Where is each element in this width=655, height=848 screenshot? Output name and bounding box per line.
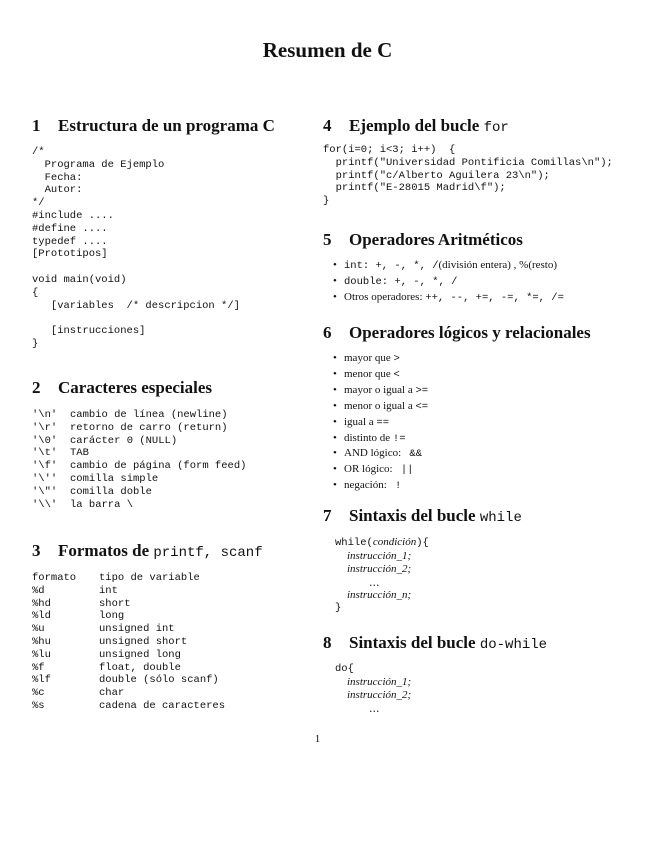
section-number: 6 <box>323 323 332 342</box>
list-item: • igual a == <box>333 415 389 429</box>
section-title-code: while <box>479 510 522 526</box>
section-title-code: printf, scanf <box>153 545 263 561</box>
row-key: %u <box>32 623 45 636</box>
section-number: 3 <box>32 541 41 560</box>
row-key: '\'' <box>32 472 58 485</box>
section-title: Caracteres especiales <box>58 378 213 397</box>
program-structure-code: /* Programa de Ejemplo Fecha: Autor: */ #include .... #define .... typedef .... [Prototipos] void main(void) { [variables /* descripcion */] [instrucciones] } <box>32 146 240 350</box>
row-key: '\"' <box>32 485 58 498</box>
list-item: • mayor que > <box>333 352 400 365</box>
row-key: %lf <box>32 674 51 687</box>
row-key: '\\' <box>32 498 58 511</box>
table-row <box>32 674 225 687</box>
table-row <box>32 572 225 585</box>
table-row <box>32 585 225 598</box>
section-title: Sintaxis del bucle <box>349 506 480 525</box>
section-6-heading <box>323 323 591 343</box>
row-key: %ld <box>32 610 51 623</box>
formats-table <box>32 572 225 713</box>
section-4-heading <box>323 116 509 136</box>
section-number: 8 <box>323 633 332 652</box>
table-row <box>32 687 225 700</box>
row-value: tipo de variable <box>99 572 200 584</box>
list-item: • OR lógico: || <box>333 463 414 477</box>
list-item: • int: +, -, *, /(división entera) , %(resto) <box>333 259 558 272</box>
section-2-heading <box>32 378 212 398</box>
row-value: long <box>99 610 125 623</box>
table-row <box>32 636 225 649</box>
table-row <box>32 499 246 512</box>
table-row <box>32 447 246 460</box>
section-title: Ejemplo del bucle <box>349 116 484 135</box>
table-row <box>32 623 225 636</box>
list-item: • AND lógico: && <box>333 447 422 461</box>
row-key: %hd <box>32 597 51 610</box>
row-key: '\t' <box>32 447 58 460</box>
list-item: • negación: ! <box>333 479 402 493</box>
list-item: • menor o igual a <= <box>333 399 429 413</box>
for-loop-code: for(i=0; i<3; i++) { printf("Universidad Pontificia Comillas\n"); printf("c/Alberto Aguilera 23\n"); printf("E-28015 Madrid\f"); } <box>323 144 613 208</box>
section-title: Operadores lógicos y relacionales <box>349 323 591 342</box>
row-value: cambio de página (form feed) <box>70 460 247 473</box>
row-value: TAB <box>70 447 89 460</box>
section-number: 2 <box>32 378 41 397</box>
section-3-heading <box>32 541 263 561</box>
table-row <box>32 422 246 435</box>
section-title-code: do-while <box>479 637 548 653</box>
row-value: carácter 0 (NULL) <box>70 434 178 447</box>
special-chars-table <box>32 409 246 511</box>
table-row <box>32 700 225 713</box>
row-value: la barra \ <box>70 498 134 511</box>
row-key: %d <box>32 584 45 597</box>
section-7-heading <box>323 506 522 526</box>
arithmetic-list <box>333 258 564 306</box>
row-value: cambio de línea (newline) <box>70 409 228 421</box>
list-item: • double: +, -, *, / <box>333 274 458 288</box>
while-syntax: while(condición){ instrucción_1; instrucción_2; ... instrucción_n; } <box>335 536 429 614</box>
row-value: comilla doble <box>70 485 152 498</box>
row-value: cadena de caracteres <box>99 699 226 712</box>
row-value: unsigned long <box>99 648 181 661</box>
row-key: %hu <box>32 635 51 648</box>
list-item: • menor que < <box>333 367 400 381</box>
row-value: int <box>99 584 118 597</box>
list-item: • Otros operadores: ++, --, +=, -=, *=, /= <box>333 290 564 304</box>
list-item: • mayor o igual a >= <box>333 383 429 397</box>
section-title: Estructura de un programa C <box>58 116 275 135</box>
section-title: Formatos de <box>58 541 154 560</box>
row-key: formato <box>32 572 77 584</box>
row-key: %s <box>32 699 45 712</box>
row-key: '\f' <box>32 460 58 473</box>
table-row <box>32 662 225 675</box>
table-row <box>32 473 246 486</box>
section-title-code: for <box>483 120 509 136</box>
table-row <box>32 460 246 473</box>
table-row <box>32 598 225 611</box>
page-number: 1 <box>314 733 321 745</box>
row-value: unsigned short <box>99 635 188 648</box>
row-value: unsigned int <box>99 623 175 636</box>
row-value: short <box>99 597 131 610</box>
row-value: float, double <box>99 661 181 674</box>
section-number: 1 <box>32 116 41 135</box>
section-number: 4 <box>323 116 332 135</box>
table-row <box>32 409 246 422</box>
row-value: double (sólo scanf) <box>99 674 219 687</box>
section-1-heading <box>32 116 275 136</box>
logical-list <box>333 351 428 494</box>
row-key: '\n' <box>32 409 58 421</box>
table-row <box>32 649 225 662</box>
page-title: Resumen de C <box>262 38 393 62</box>
row-value: comilla simple <box>70 472 159 485</box>
row-key: %lu <box>32 648 51 661</box>
section-title: Sintaxis del bucle <box>349 633 480 652</box>
section-number: 7 <box>323 506 332 525</box>
section-number: 5 <box>323 230 332 249</box>
table-row <box>32 486 246 499</box>
row-value: retorno de carro (return) <box>70 421 228 434</box>
row-key: '\0' <box>32 434 58 447</box>
section-8-heading <box>323 633 547 653</box>
table-row <box>32 435 246 448</box>
row-value: char <box>99 687 125 700</box>
table-row <box>32 610 225 623</box>
section-title: Operadores Aritméticos <box>349 230 523 249</box>
do-while-syntax: do{ instrucción_1; instrucción_2; ... <box>335 663 412 715</box>
row-key: %f <box>32 661 45 674</box>
section-5-heading <box>323 230 523 250</box>
row-key: '\r' <box>32 421 58 434</box>
list-item: • distinto de != <box>333 431 406 445</box>
row-key: %c <box>32 687 45 700</box>
